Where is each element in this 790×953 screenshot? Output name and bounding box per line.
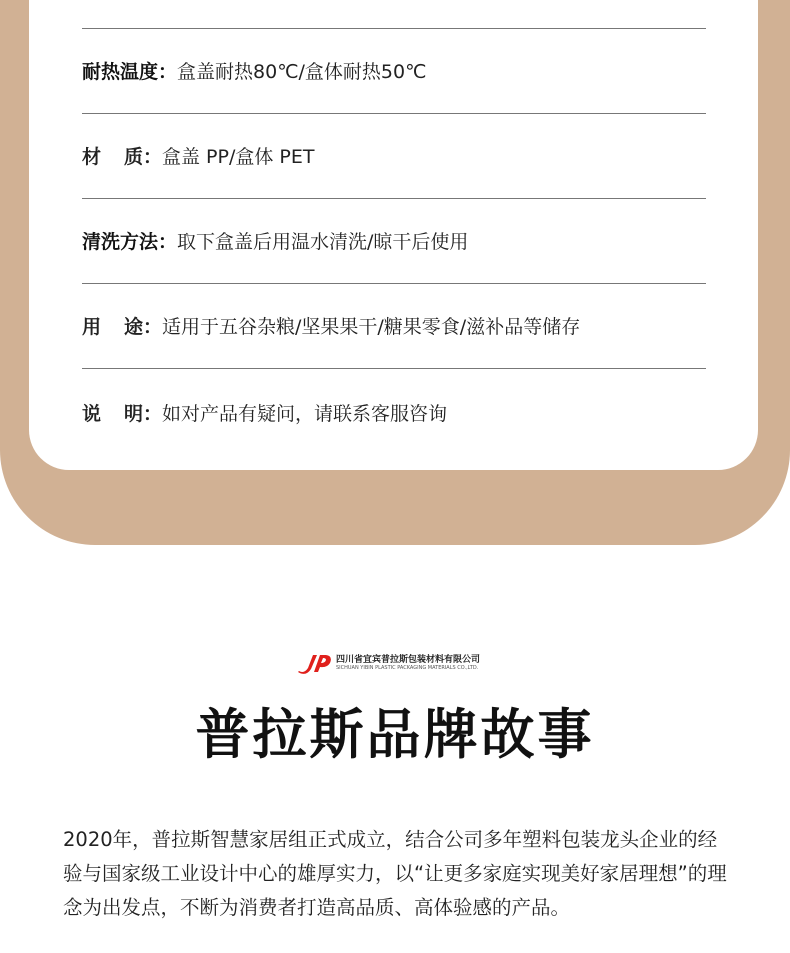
spec-label-second: 途： — [123, 316, 162, 338]
brand-story-body: 2020年，普拉斯智慧家居组正式成立，结合公司多年塑料包装龙头企业的经验与国家级工业设计中心的雄厚实力，以“让更多家庭实现美好家居理想”的理念为出发点，不断为消费者打造高品质、高体验感的产品。 — [63, 828, 727, 919]
logo-text — [336, 656, 480, 671]
divider — [82, 368, 706, 369]
spec-row-heat-resistance — [82, 28, 706, 113]
company-name-cn: 四川省宜宾普拉斯包装材料有限公司 — [336, 654, 481, 665]
spec-value: 如对产品有疑问，请联系客服咨询 — [162, 403, 448, 425]
spec-row-note — [82, 370, 706, 455]
spec-label-second: 明： — [123, 403, 162, 425]
jp-logo-icon — [296, 651, 332, 675]
spec-label — [82, 312, 162, 339]
spec-label: 清洗方法： — [82, 231, 178, 253]
company-name-en: SICHUAN YIBIN PLASTIC PACKAGING MATERIALS CO.,LTD. — [336, 664, 479, 671]
spec-value: 适用于五谷杂粮/坚果果干/糖果零食/滋补品等储存 — [162, 316, 581, 338]
spec-label-second: 质： — [123, 146, 162, 168]
spec-label: 耐热温度： — [82, 61, 178, 83]
spec-label-first: 用 — [82, 316, 102, 338]
company-logo — [296, 650, 496, 676]
spec-label-first: 材 — [82, 146, 102, 168]
spec-label-first: 说 — [82, 403, 102, 425]
spec-value: 盒盖 PP/盒体 PET — [162, 146, 315, 168]
spec-label — [82, 142, 162, 169]
brand-story-title: 普拉斯品牌故事 — [195, 703, 595, 766]
spec-value: 取下盒盖后用温水清洗/晾干后使用 — [177, 231, 469, 253]
spec-value: 盒盖耐热80℃/盒体耐热50℃ — [177, 61, 427, 83]
spec-row-material — [82, 113, 706, 198]
spec-row-cleaning — [82, 198, 706, 283]
spec-label — [82, 399, 162, 426]
spec-row-usage — [82, 283, 706, 368]
